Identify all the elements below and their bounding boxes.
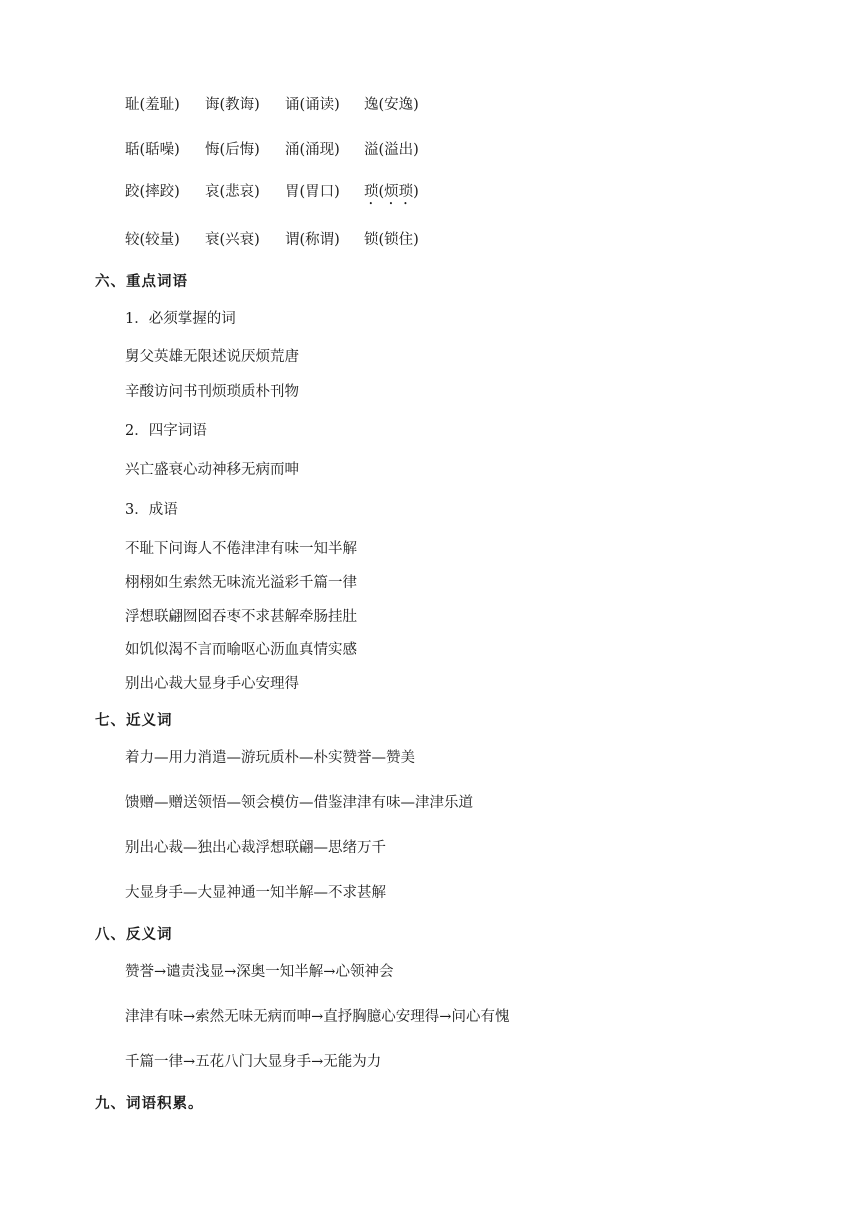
char-cell: 诵(诵读): [285, 97, 340, 113]
char-cell: 谓(称谓): [285, 232, 340, 248]
subheading: 3．成语: [125, 502, 178, 518]
char-cell: 跤(摔跤): [125, 184, 180, 200]
char-cell: 耻(羞耻): [125, 97, 180, 113]
char-cell: 哀(悲哀): [205, 184, 260, 200]
char-cell: 衰(兴衰): [205, 232, 260, 248]
subheading: 1．必须掌握的词: [125, 311, 236, 327]
synonym-line: 大显身手—大显神通一知半解—不求甚解: [125, 885, 386, 901]
section-heading-key-words: 六、重点词语: [95, 274, 188, 290]
char-cell: 逸(安逸): [364, 97, 419, 113]
char-cell: 锁(锁住): [364, 232, 419, 248]
word-line: 舅父英雄无限述说厌烦荒唐: [125, 349, 299, 365]
char-cell: 涌(涌现): [285, 142, 340, 158]
word-line: 如饥似渴不言而喻呕心沥血真情实感: [125, 642, 357, 658]
word-line: 辛酸访问书刊烦琐质朴刊物: [125, 384, 299, 400]
word-line: 兴亡盛衰心动神移无病而呻: [125, 462, 299, 478]
char-cell: 溢(溢出): [364, 142, 419, 158]
antonym-line: 千篇一律→五花八门大显身手→无能为力: [125, 1054, 382, 1070]
char-cell-emphasized: 琐(烦琐): [364, 184, 419, 200]
char-cell: 较(较量): [125, 232, 180, 248]
word-line: 栩栩如生索然无味流光溢彩千篇一律: [125, 575, 357, 591]
synonym-line: 别出心裁—独出心裁浮想联翩—思绪万千: [125, 840, 386, 856]
word-line: 浮想联翩囫囵吞枣不求甚解牵肠挂肚: [125, 609, 357, 625]
char-cell: 聒(聒噪): [125, 142, 180, 158]
char-cell: 悔(后悔): [205, 142, 260, 158]
char-cell: 诲(教诲): [205, 97, 260, 113]
synonym-line: 馈赠—赠送领悟—领会模仿—借鉴津津有味—津津乐道: [125, 795, 473, 811]
char-cell: 胃(胃口): [285, 184, 340, 200]
word-line: 别出心裁大显身手心安理得: [125, 676, 299, 692]
section-heading-word-accumulation: 九、词语积累。: [95, 1096, 204, 1112]
word-line: 不耻下问诲人不倦津津有味一知半解: [125, 541, 357, 557]
antonym-line: 赞誉→谴责浅显→深奥一知半解→心领神会: [125, 964, 394, 980]
section-heading-antonyms: 八、反义词: [95, 927, 173, 943]
section-heading-synonyms: 七、近义词: [95, 713, 173, 729]
antonym-line: 津津有味→索然无味无病而呻→直抒胸臆心安理得→问心有愧: [125, 1009, 510, 1025]
synonym-line: 着力—用力消遣—游玩质朴—朴实赞誉—赞美: [125, 750, 415, 766]
subheading: 2．四字词语: [125, 423, 207, 439]
